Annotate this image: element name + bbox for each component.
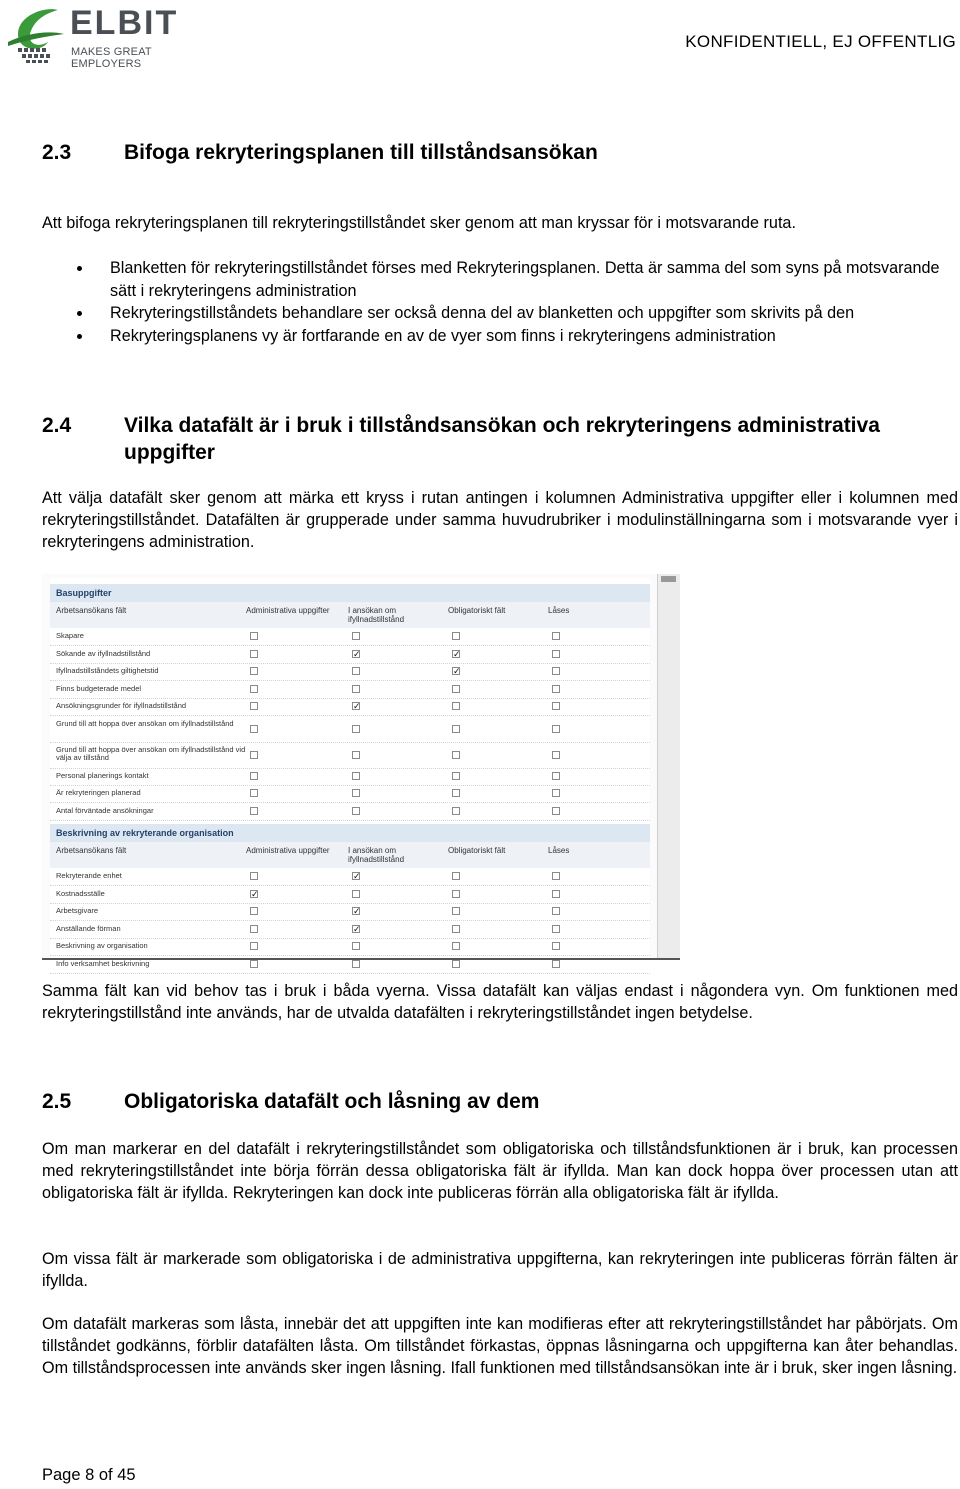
checkbox[interactable] bbox=[552, 751, 560, 759]
checkbox[interactable] bbox=[250, 725, 258, 733]
checkbox[interactable] bbox=[452, 725, 460, 733]
page-number: Page 8 of 45 bbox=[42, 1466, 136, 1484]
logo-tagline: MAKES GREAT EMPLOYERS bbox=[71, 46, 152, 70]
checkbox[interactable] bbox=[250, 907, 258, 915]
heading-number: 2.3 bbox=[42, 141, 72, 164]
list-item: Rekryteringstillståndets behandlare ser också denna del av blanketten och uppgifter som skrivits på den bbox=[42, 302, 958, 325]
checkbox[interactable] bbox=[452, 702, 460, 710]
table-row bbox=[50, 938, 650, 956]
settings-table bbox=[50, 578, 650, 968]
column-header: Arbetsansökans fält bbox=[56, 606, 127, 615]
checkbox[interactable] bbox=[352, 632, 360, 640]
checkbox[interactable] bbox=[552, 890, 560, 898]
checkbox[interactable] bbox=[250, 751, 258, 759]
company-logo bbox=[4, 4, 224, 70]
checkbox[interactable]: ✓ bbox=[353, 923, 361, 934]
checkbox[interactable] bbox=[552, 650, 560, 658]
paragraph: Att välja datafält sker genom att märka ett kryss i rutan antingen i kolumnen Administrativa uppgifter eller i kolumnen med rekryteringstillståndet. Datafälten är grupperade under samma huvudrubriker i modulinställningarna som i motsvarande vyer i rekryteringens administration. bbox=[42, 489, 958, 551]
checkbox[interactable] bbox=[452, 789, 460, 797]
column-header: I ansökan om ifyllnadstillstånd bbox=[348, 606, 405, 624]
checkbox[interactable] bbox=[352, 751, 360, 759]
checkbox[interactable] bbox=[452, 890, 460, 898]
checkbox[interactable]: ✓ bbox=[353, 701, 361, 711]
column-header: Administrativa uppgifter bbox=[246, 606, 330, 615]
field-label: Grund till att hoppa över ansökan om ifyllnadstillstånd vid välja av tillstånd bbox=[56, 744, 246, 762]
table-row bbox=[50, 663, 650, 681]
column-header: Låses bbox=[548, 606, 570, 615]
paragraph: Samma fält kan vid behov tas i bruk i båda vyerna. Vissa datafält kan väljas endast i någondera vyn. Om funktionen med rekryteringstillstånd inte används, har de utvalda datafälten i rekryteringstillståndet ingen betydelse. bbox=[42, 982, 958, 1022]
heading-number: 2.5 bbox=[42, 1090, 72, 1113]
logo-mark-icon bbox=[4, 4, 70, 64]
checkbox[interactable] bbox=[552, 632, 560, 640]
checkbox[interactable] bbox=[452, 907, 460, 915]
table-row bbox=[50, 868, 650, 886]
table-row bbox=[50, 921, 650, 939]
paragraph: Att bifoga rekryteringsplanen till rekryteringstillståndet sker genom att man kryssar för i motsvarande ruta. bbox=[42, 214, 796, 232]
group-title: Beskrivning av rekryterande organisation bbox=[50, 824, 650, 842]
field-label: Antal förväntade ansökningar bbox=[56, 805, 154, 815]
checkbox[interactable] bbox=[250, 807, 258, 815]
column-header: Obligatoriskt fält bbox=[448, 606, 506, 615]
checkbox[interactable] bbox=[452, 807, 460, 815]
checkbox[interactable] bbox=[352, 667, 360, 675]
checkbox[interactable] bbox=[250, 667, 258, 675]
checkbox[interactable] bbox=[452, 942, 460, 950]
checkbox[interactable] bbox=[250, 632, 258, 640]
checkbox[interactable] bbox=[250, 960, 258, 968]
heading-title: Obligatoriska datafält och låsning av dem bbox=[124, 1090, 540, 1113]
checkbox[interactable] bbox=[452, 632, 460, 640]
checkbox[interactable] bbox=[452, 925, 460, 933]
column-header: Arbetsansökans fält bbox=[56, 846, 127, 855]
field-label: Ifyllnadstillståndets giltighetstid bbox=[56, 666, 159, 675]
heading-2-4 bbox=[42, 412, 944, 466]
checkbox[interactable] bbox=[352, 890, 360, 898]
checkbox[interactable] bbox=[452, 960, 460, 968]
field-label: Kostnadsställe bbox=[56, 888, 105, 898]
field-label: Sökande av ifyllnadstillstånd bbox=[56, 648, 151, 658]
checkbox[interactable] bbox=[452, 751, 460, 759]
list-item: Rekryteringsplanens vy är fortfarande en av de vyer som finns i rekryteringens administration bbox=[42, 325, 958, 348]
settings-screenshot bbox=[42, 574, 680, 968]
heading-title: Vilka datafält är i bruk i tillståndsansökan och rekryteringens administrativa uppgifter bbox=[124, 414, 880, 464]
checkbox[interactable] bbox=[352, 789, 360, 797]
table-row bbox=[50, 646, 650, 664]
checkbox[interactable] bbox=[352, 942, 360, 950]
checkbox[interactable] bbox=[250, 872, 258, 880]
group-title: Basuppgifter bbox=[50, 584, 650, 602]
checkbox[interactable] bbox=[552, 667, 560, 675]
checkbox[interactable] bbox=[552, 702, 560, 710]
column-header-row bbox=[50, 602, 650, 628]
checkbox[interactable] bbox=[552, 942, 560, 950]
checkbox[interactable] bbox=[552, 960, 560, 968]
table-row bbox=[50, 681, 650, 699]
checkbox[interactable]: ✓ bbox=[251, 888, 259, 899]
column-header: I ansökan om ifyllnadstillstånd bbox=[348, 846, 405, 864]
scrollbar bbox=[657, 574, 680, 958]
heading-number: 2.4 bbox=[42, 414, 72, 437]
table-row bbox=[50, 698, 650, 716]
checkbox[interactable]: ✓ bbox=[353, 648, 361, 659]
checkbox[interactable] bbox=[452, 685, 460, 693]
checkbox[interactable] bbox=[552, 685, 560, 693]
table-row bbox=[50, 803, 650, 821]
field-label: Finns budgeterade medel bbox=[56, 683, 142, 693]
table-row bbox=[50, 742, 650, 769]
logo-wordmark: ELBIT bbox=[70, 4, 179, 42]
bullet-list bbox=[42, 257, 958, 347]
checkbox[interactable] bbox=[250, 650, 258, 658]
column-header: Obligatoriskt fält bbox=[448, 846, 506, 855]
checkbox[interactable] bbox=[452, 872, 460, 880]
field-label: Anställande förman bbox=[56, 923, 121, 933]
column-header-row bbox=[50, 842, 650, 868]
heading-2-5 bbox=[42, 1090, 539, 1114]
field-label: Är rekryteringen planerad bbox=[56, 788, 141, 797]
table-row bbox=[50, 886, 650, 904]
field-label: Grund till att hoppa över ansökan om ifyllnadstillstånd bbox=[56, 718, 234, 728]
checkbox[interactable] bbox=[552, 872, 560, 880]
classification-label: KONFIDENTIELL, EJ OFFENTLIG bbox=[685, 32, 956, 51]
column-header: Administrativa uppgifter bbox=[246, 846, 330, 855]
field-label: Rekryterande enhet bbox=[56, 871, 122, 880]
checkbox[interactable] bbox=[250, 942, 258, 950]
checkbox[interactable] bbox=[552, 789, 560, 797]
table-row bbox=[50, 785, 650, 803]
field-label: Beskrivning av organisation bbox=[56, 941, 148, 950]
checkbox[interactable] bbox=[250, 789, 258, 797]
checkbox[interactable] bbox=[352, 960, 360, 968]
checkbox[interactable]: ✓ bbox=[353, 906, 361, 916]
checkbox[interactable] bbox=[352, 685, 360, 693]
table-row bbox=[50, 716, 650, 743]
checkbox[interactable]: ✓ bbox=[353, 871, 361, 881]
checkbox[interactable] bbox=[250, 925, 258, 933]
column-header: Låses bbox=[548, 846, 570, 855]
paragraph: Om vissa fält är markerade som obligatoriska i de administrativa uppgifterna, kan rekryteringen inte publiceras förrän fälten är ifyllda. bbox=[42, 1250, 958, 1290]
field-label: Personal planerings kontakt bbox=[56, 770, 149, 780]
field-label: Arbetsgivare bbox=[56, 906, 99, 915]
heading-title: Bifoga rekryteringsplanen till tillståndsansökan bbox=[124, 141, 598, 164]
paragraph: Om datafält markeras som låsta, innebär det att uppgiften inte kan modifieras efter att rekryteringstillståndet har påbörjats. Om tillståndet godkänns, förblir datafälten låsta. Om tillståndet förkastas, öppnas låsningarna och uppgifterna kan åter behandlas. Om tillståndsprocessen inte används sker ingen låsning. Ifall funktionen med tillståndsansökan inte är i bruk, sker ingen låsning. bbox=[42, 1315, 958, 1377]
list-item: Blanketten för rekryteringstillståndet förses med Rekryteringsplanen. Detta är samma del som syns på motsvarande sätt i rekryteringens administration bbox=[42, 257, 958, 302]
table-row bbox=[50, 903, 650, 921]
checkbox[interactable] bbox=[452, 772, 460, 780]
paragraph: Om man markerar en del datafält i rekryteringstillståndet som obligatoriska och tillståndsfunktionen är i bruk, kan processen med rekryteringstillståndet inte börja förrän dessa obligatoriska fält är ifyllda. Man kan dock hoppa över processen utan att obligatoriska fält är ifyllda. Rekryteringen kan dock inte publiceras förrän alla obligatoriska fält är ifyllda. bbox=[42, 1140, 958, 1202]
checkbox[interactable] bbox=[552, 907, 560, 915]
checkbox[interactable]: ✓ bbox=[453, 648, 461, 659]
checkbox[interactable] bbox=[552, 772, 560, 780]
checkbox[interactable] bbox=[552, 807, 560, 815]
table-row bbox=[50, 628, 650, 646]
checkbox[interactable] bbox=[250, 772, 258, 780]
field-label: Skapare bbox=[56, 631, 84, 640]
checkbox[interactable] bbox=[552, 725, 560, 733]
checkbox[interactable]: ✓ bbox=[453, 666, 461, 676]
checkbox[interactable] bbox=[552, 925, 560, 933]
table-row bbox=[50, 956, 650, 974]
field-label: Info verksamhet beskrivning bbox=[56, 958, 150, 968]
table-row bbox=[50, 768, 650, 786]
checkbox[interactable] bbox=[250, 702, 258, 710]
field-label: Ansökningsgrunder för ifyllnadstillstånd bbox=[56, 701, 187, 710]
checkbox[interactable] bbox=[352, 725, 360, 733]
checkbox[interactable] bbox=[250, 685, 258, 693]
checkbox[interactable] bbox=[352, 807, 360, 815]
checkbox[interactable] bbox=[352, 772, 360, 780]
heading-2-3 bbox=[42, 141, 598, 165]
